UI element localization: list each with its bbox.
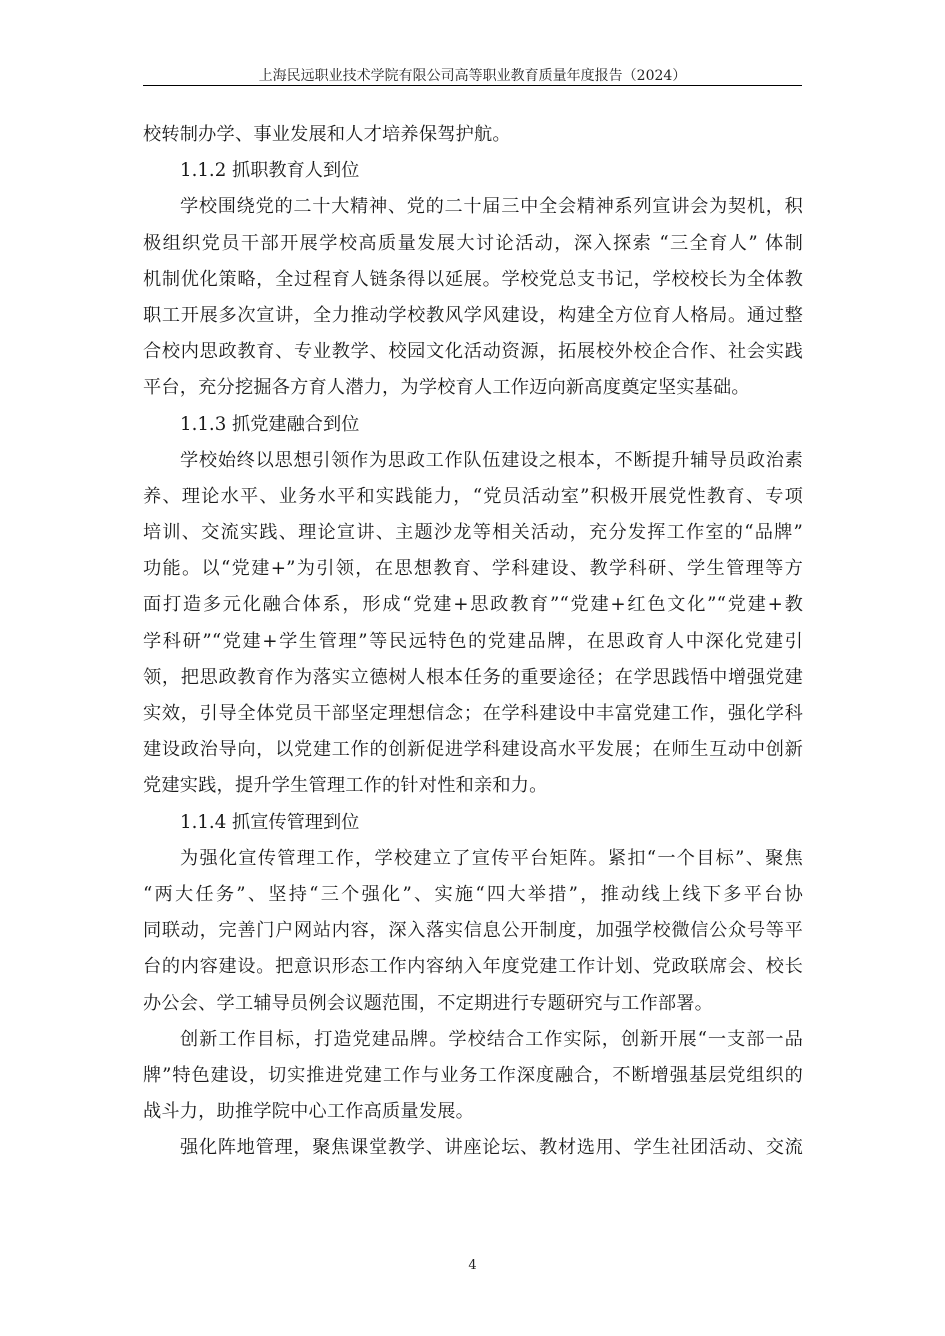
paragraph-line: 实效，引导全体党员干部坚定理想信念；在学科建设中丰富党建工作，强化学科 <box>143 703 803 724</box>
header-divider <box>143 85 802 86</box>
paragraph-line: 领，把思政教育作为落实立德树人根本任务的重要途径；在学思践悟中增强党建 <box>143 666 803 688</box>
section-heading-1-1-3: 1.1.3 抓党建融合到位 <box>180 413 360 435</box>
section-heading-1-1-4: 1.1.4 抓宣传管理到位 <box>180 811 360 833</box>
paragraph-line: 合校内思政教育、专业教学、校园文化活动资源，拓展校外校企合作、社会实践 <box>143 341 803 363</box>
paragraph-line: 办公会、学工辅导员例会议题范围，不定期进行专题研究与工作部署。 <box>143 992 714 1014</box>
paragraph-line: 机制优化策略，全过程育人链条得以延展。学校党总支书记，学校校长为全体教 <box>143 268 803 290</box>
paragraph-line: 功能。以“党建+”为引领，在思想教育、学科建设、教学科研、学生管理等方 <box>143 558 803 580</box>
page-header-title: 上海民远职业技术学院有限公司高等职业教育质量年度报告（2024） <box>258 68 687 84</box>
paragraph-line: 建设政治导向，以党建工作的创新促进学科建设高水平发展；在师生互动中创新 <box>143 739 803 761</box>
paragraph-line: 牌”特色建设，切实推进党建工作与业务工作深度融合，不断增强基层党组织的 <box>143 1064 803 1086</box>
paragraph-line: 养、理论水平、业务水平和实践能力，“党员活动室”积极开展党性教育、专项 <box>143 485 803 507</box>
document-body <box>143 117 803 1166</box>
page-number: 4 <box>468 1258 477 1273</box>
paragraph-line: 党建实践，提升学生管理工作的针对性和亲和力。 <box>143 775 548 797</box>
paragraph-line: 同联动，完善门户网站内容，深入落实信息公开制度，加强学校微信公众号等平 <box>143 920 803 942</box>
paragraph-line: 极组织党员干部开展学校高质量发展大讨论活动，深入探索 “三全育人” 体制 <box>143 232 803 254</box>
paragraph-line: 学校围绕党的二十大精神、党的二十届三中全会精神系列宣讲会为契机，积 <box>180 196 803 218</box>
paragraph-line: 校转制办学、事业发展和人才培养保驾护航。 <box>143 124 511 145</box>
paragraph-line: “两大任务”、坚持“三个强化”、实施“四大举措”，推动线上线下多平台协 <box>143 883 803 905</box>
paragraph-line: 为强化宣传管理工作，学校建立了宣传平台矩阵。紧扣“一个目标”、聚焦 <box>180 847 803 869</box>
paragraph-line: 学科研”“党建+学生管理”等民远特色的党建品牌，在思政育人中深化党建引 <box>143 630 803 652</box>
paragraph-line: 学校始终以思想引领作为思政工作队伍建设之根本，不断提升辅导员政治素 <box>180 449 803 471</box>
paragraph-line: 培训、交流实践、理论宣讲、主题沙龙等相关活动，充分发挥工作室的“品牌” <box>143 522 803 544</box>
paragraph-line: 创新工作目标，打造党建品牌。学校结合工作实际，创新开展“一支部一品 <box>180 1028 803 1050</box>
paragraph-line: 战斗力，助推学院中心工作高质量发展。 <box>143 1101 474 1123</box>
paragraph-line: 面打造多元化融合体系，形成“党建+思政教育”“党建+红色文化”“党建+教 <box>143 594 803 616</box>
paragraph-line: 职工开展多次宣讲，全力推动学校教风学风建设，构建全方位育人格局。通过整 <box>143 304 803 326</box>
paragraph-line: 台的内容建设。把意识形态工作内容纳入年度党建工作计划、党政联席会、校长 <box>143 956 803 978</box>
section-heading-1-1-2: 1.1.2 抓职教育人到位 <box>180 160 360 182</box>
paragraph-line: 强化阵地管理，聚焦课堂教学、讲座论坛、教材选用、学生社团活动、交流 <box>180 1137 803 1159</box>
paragraph-line: 平台，充分挖掘各方育人潜力，为学校育人工作迈向新高度奠定坚实基础。 <box>143 377 750 399</box>
